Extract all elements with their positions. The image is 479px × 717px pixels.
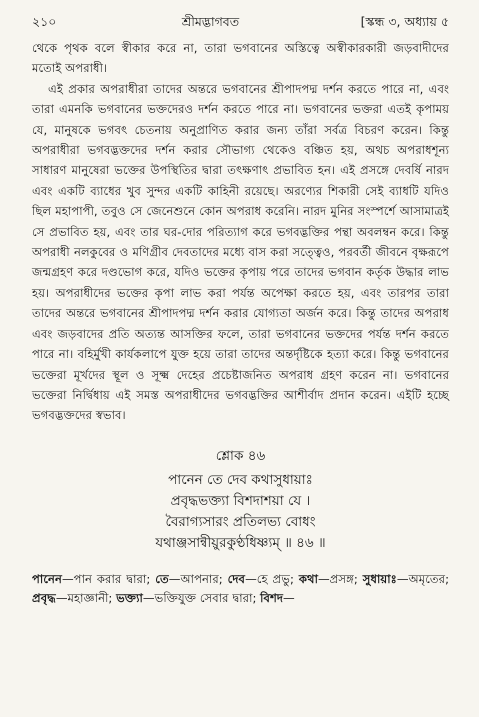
purport-paragraph: এই প্রকার অপরাধীরা তাদের অন্তরে ভগবানের শ্রীপাদপদ্ম দর্শন করতে পারে না, এবং তারা এমনকি ভগবানের ভক্তদেরও দর্শন করতে পারে না। ভগবানের ভক্তরা এতই কৃপাময় যে, মানুষকে ভগবৎ চেতনায় অনুপ্রাণিত করার জন্য তাঁরা সর্বত্র বিচরণ করেন। কিন্তু অপরাধীরা ভগবদ্ভক্তদের দর্শন করার সৌভাগ্য থেকেও বঞ্চিত হয়, অথচ অপরাধশূন্য সাধারণ মানুষেরা ভক্তের উপস্থিতির দ্বারা তৎক্ষণাৎ প্রভাবিত হন। এই প্রসঙ্গে দেবর্ষি নারদ এবং একটি ব্যাধের খুব সুন্দর একটি কাহিনী রয়েছে। অরণ্যের শিকারী সেই ব্যাধটি যদিও ছিল মহাপাপী, তবুও সে জেনেশুনে কোন অপরাধ করেনি। নারদ মুনির সংস্পর্শে আসামাত্রই সে প্রভাবিত হয়, এবং তার ঘর-দোর পরিত্যাগ করে ভগবদ্ভক্তির পন্থা অবলম্বন করে। কিন্তু অপরাধী নলকুবের ও মণিগ্রীব দেবতাদের মধ্যে বাস করা সত্ত্বেও, পরবর্তী জীবনে বৃক্ষরূপে জন্মগ্রহণ করে দণ্ডভোগ করে, যদিও ভক্তের কৃপায় পরে তাদের ভগবান কর্তৃক উদ্ধার লাভ হয়। অপরাধীদের ভক্তের কৃপা লাভ করা পর্যন্ত অপেক্ষা করতে হয়, এবং তারপর তারা তাদের অন্তরে ভগবানের শ্রীপাদপদ্ম দর্শন করার যোগ্যতা অর্জন করে। কিন্তু তাদের অপরাধ এবং জড়বাদের প্রতি অত্যন্ত আসক্তির ফলে, তারা ভগবানের ভক্তদের পর্যন্ত দর্শন করতে পারে না। বহির্মুখী কার্যকলাপে যুক্ত হয়ে তারা তাদের অন্তর্দৃষ্টিকে হত্যা করে। কিন্তু ভগবানের ভক্তেরা মূর্খদের স্থূল ও সূক্ষ্ম দেহের প্রচেষ্টাজনিত অপরাধ গ্রহণ করেন না। ভগবানের ভক্তেরা নির্দ্বিধায় এই সমস্ত অপরাধীদের ভগবদ্ভক্তির আশীর্বাদ প্রদান করেন। এইটি হচ্ছে ভগবদ্ভক্তদের স্বভাব। xyxy=(32,81,449,423)
verse-line: বৈরাগ্যসারং প্রতিলভ্য বোধং xyxy=(165,513,316,530)
synonym-meaning: পান করার দ্বারা; xyxy=(73,571,151,586)
synonym-meaning: হে প্রভু; xyxy=(256,571,294,586)
synonym-item: ভক্ত্যা—ভক্তিযুক্ত সেবার দ্বারা; xyxy=(116,590,257,605)
synonym-item: তে—আপনার; xyxy=(155,571,223,586)
synonym-word: দেব xyxy=(227,571,246,586)
synonym-word: ভক্ত্যা xyxy=(116,590,143,605)
synonym-item: সুধায়াঃ—অমৃতের; xyxy=(362,571,450,586)
synonym-meaning: ভক্তিযুক্ত সেবার দ্বারা; xyxy=(154,590,257,605)
synonym-word: পানেন xyxy=(32,571,62,586)
synonym-meaning: আপনার; xyxy=(180,571,223,586)
synonym-item: দেব—হে প্রভু; xyxy=(227,571,294,586)
synonym-item: বিশদ— xyxy=(260,590,295,605)
verse-line: যথাঞ্জসান্বীয়ুরকুণ্ঠধিষ্ণ্যম্ ॥ ৪৬ ॥ xyxy=(155,534,326,551)
synonym-meaning: মহাজ্ঞানী; xyxy=(67,590,113,605)
verse-heading: শ্লোক ৪৬ xyxy=(215,447,266,464)
verse-line: প্রবৃদ্ধভক্ত্যা বিশদাশয়া যে । xyxy=(170,492,311,509)
book-title: শ্রীমদ্ভাগবত xyxy=(181,14,240,29)
synonym-item: প্রবৃদ্ধ—মহাজ্ঞানী; xyxy=(32,590,113,605)
synonyms xyxy=(32,570,449,608)
synonym-word: কথা xyxy=(298,571,318,586)
synonym-meaning: প্রসঙ্গ; xyxy=(329,571,358,586)
synonym-word: তে xyxy=(155,571,169,586)
synonym-item: পানেন—পান করার দ্বারা; xyxy=(32,571,151,586)
synonym-item: কথা—প্রসঙ্গ; xyxy=(298,571,358,586)
verse-line: পানেন তে দেব কথাসুধায়াঃ xyxy=(168,471,313,488)
synonym-word: সুধায়াঃ xyxy=(362,571,397,586)
synonym-meaning: অমৃতের; xyxy=(408,571,450,586)
synonym-word: প্রবৃদ্ধ xyxy=(32,590,56,605)
section-reference: [স্কন্ধ ৩, অধ্যায় ৫ xyxy=(360,14,449,29)
synonym-word: বিশদ xyxy=(260,590,284,605)
page-header xyxy=(32,14,449,30)
purport-paragraph-continued: থেকে পৃথক বলে স্বীকার করে না, তারা ভগবানের অস্তিত্বে অস্বীকারকারী জড়বাদীদের মতোই অপরাধী। xyxy=(32,41,449,76)
verse-block xyxy=(32,446,449,554)
page-number: ২১০ xyxy=(32,14,57,29)
